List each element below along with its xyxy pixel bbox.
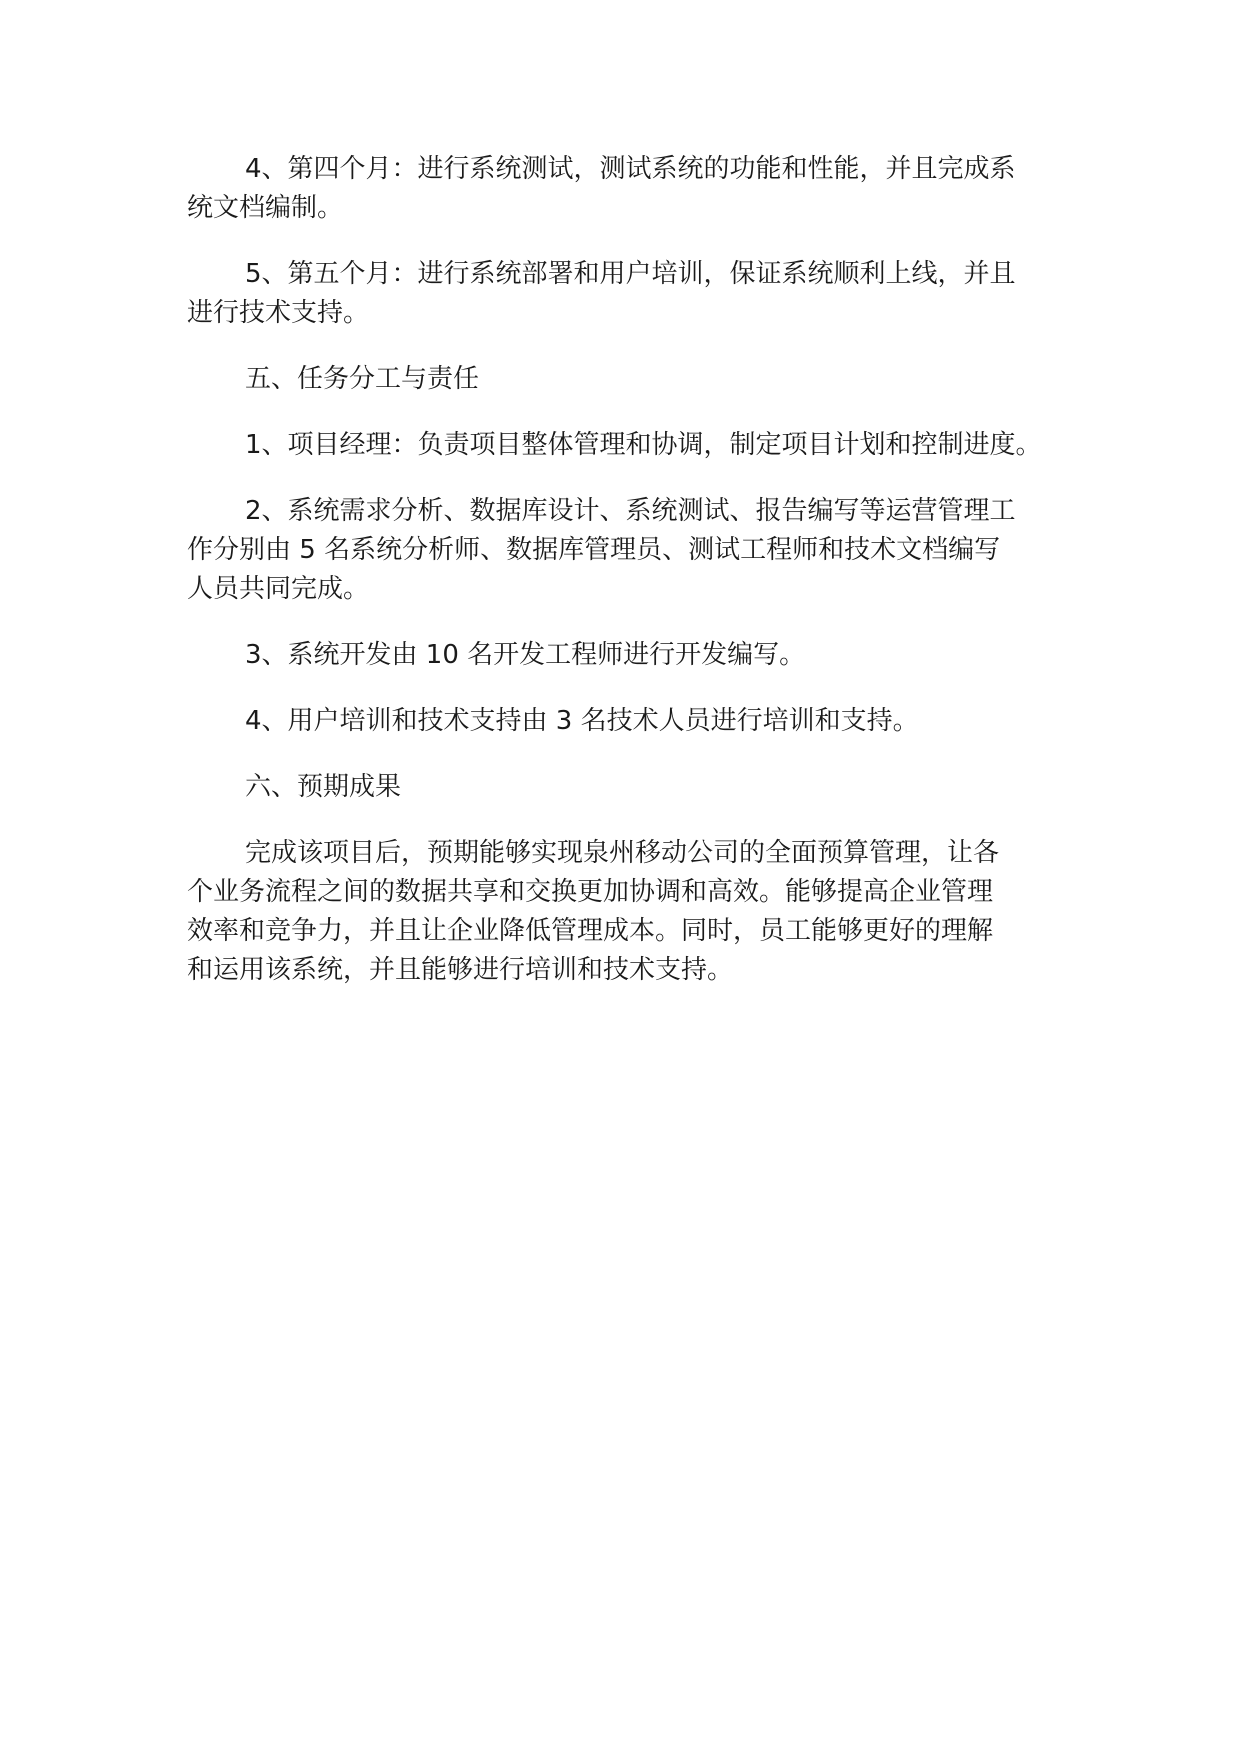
text-line: 作分别由 5 名系统分析师、数据库管理员、测试工程师和技术文档编写	[187, 535, 1001, 565]
text-line: 完成该项目后，预期能够实现泉州移动公司的全面预算管理，让各	[245, 838, 1000, 868]
text-line: 4、用户培训和技术支持由 3 名技术人员进行培训和支持。	[245, 706, 919, 736]
text-line: 进行技术支持。	[187, 298, 370, 328]
text-line: 1、项目经理：负责项目整体管理和协调，制定项目计划和控制进度。	[245, 430, 1042, 460]
text-line: 个业务流程之间的数据共享和交换更加协调和高效。能够提高企业管理	[187, 877, 994, 907]
text-line: 统文档编制。	[187, 193, 344, 223]
text-line: 人员共同完成。	[187, 574, 370, 604]
paragraph-duty-3	[187, 636, 1077, 675]
paragraph-expected-results	[187, 834, 1077, 990]
heading-text: 六、预期成果	[245, 772, 402, 802]
text-line: 2、系统需求分析、数据库设计、系统测试、报告编写等运营管理工	[245, 496, 1016, 526]
paragraph-duty-4	[187, 702, 1077, 741]
section-heading-expected-results	[187, 768, 1077, 807]
heading-text: 五、任务分工与责任	[245, 364, 480, 394]
document-body	[187, 150, 1077, 1017]
text-line: 3、系统开发由 10 名开发工程师进行开发编写。	[245, 640, 806, 670]
text-line: 4、第四个月：进行系统测试，测试系统的功能和性能，并且完成系	[245, 154, 1016, 184]
paragraph-duty-2	[187, 492, 1077, 609]
paragraph-month-5	[187, 255, 1077, 333]
text-line: 5、第五个月：进行系统部署和用户培训，保证系统顺利上线，并且	[245, 259, 1016, 289]
text-line: 和运用该系统，并且能够进行培训和技术支持。	[187, 955, 734, 985]
text-line: 效率和竞争力，并且让企业降低管理成本。同时，员工能够更好的理解	[187, 916, 994, 946]
section-heading-task-division	[187, 360, 1077, 399]
paragraph-duty-1	[187, 426, 1077, 465]
paragraph-month-4	[187, 150, 1077, 228]
